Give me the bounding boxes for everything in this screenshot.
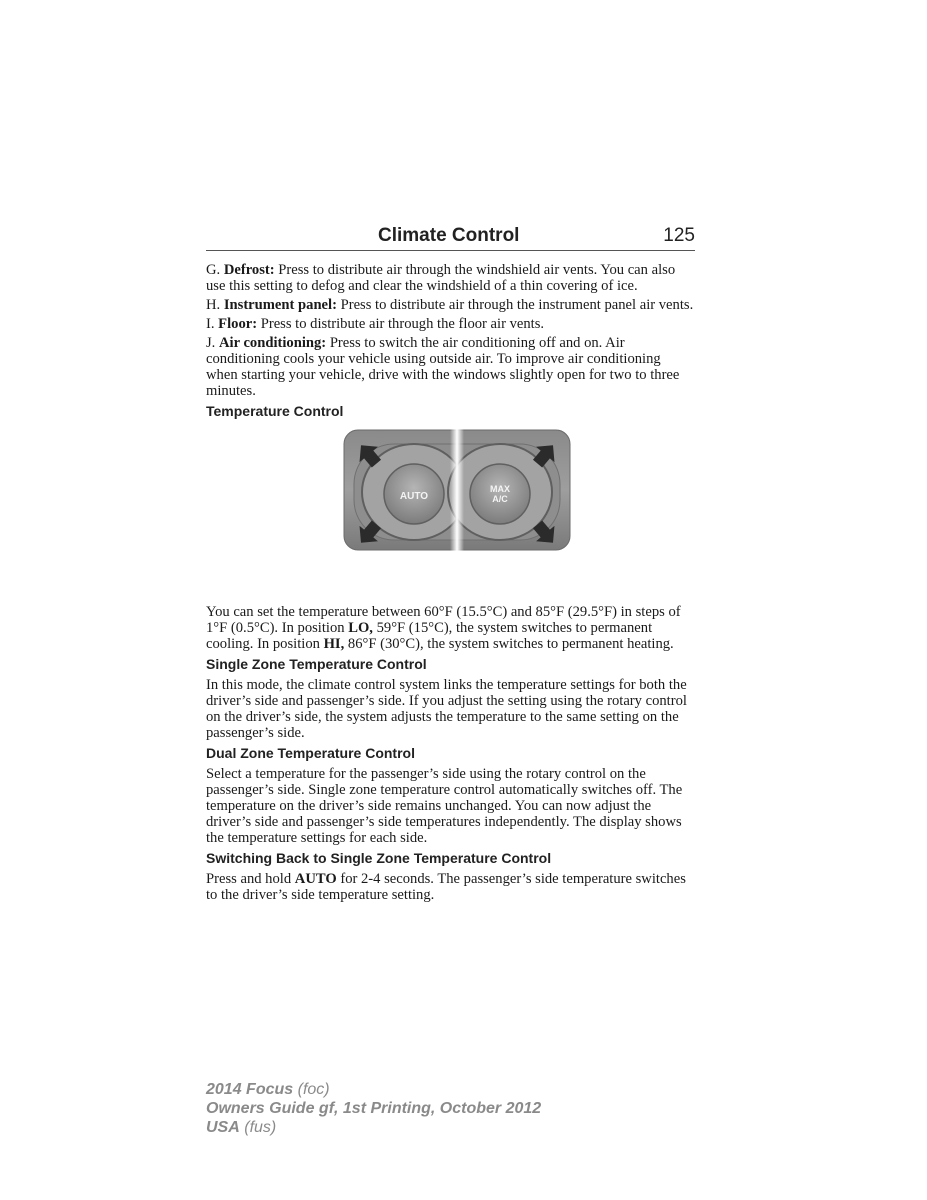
item-air-conditioning <box>206 335 695 399</box>
item-instrument-panel <box>206 297 695 313</box>
footer-model-code: (foc) <box>297 1081 330 1098</box>
temperature-control-figure <box>206 426 695 596</box>
panel-divider <box>450 426 464 556</box>
text-part: 86°F (30°C), the system switches to permanent heating. <box>344 636 674 652</box>
text-part: Press and hold <box>206 871 295 887</box>
dual-zone-text: Select a temperature for the passenger’s side using the rotary control on the passenger’s side. Single zone temperature control automatically switches off. The temperature on the driver’s side remains unchanged. You can now adjust the driver’s side and passenger’s side temperatures independently. The display shows the temperature settings for each side. <box>206 766 683 846</box>
text-part: 59°F (15°C), the system switches to permanent cooling. In position <box>206 620 653 652</box>
footer-region-code: (fus) <box>244 1119 277 1136</box>
item-term: Air conditioning: <box>218 335 327 351</box>
item-prefix: I. <box>206 316 219 332</box>
text-part: for 2-4 seconds. The passenger’s side temperature switches to the driver’s side temperature setting. <box>206 871 686 903</box>
lo-term: LO, <box>348 620 373 636</box>
auto-term: AUTO <box>294 871 337 887</box>
single-zone-text: In this mode, the climate control system links the temperature settings for both the driver’s side and passenger’s side. If you adjust the setting using the rotary control on the driver’s side, the system adjusts the temperature to the same setting on the passenger’s side. <box>206 677 687 741</box>
page-header <box>206 224 695 251</box>
page-title: Climate Control <box>378 225 520 246</box>
item-text: Press to distribute air through the windshield air vents. You can also use this setting to defog and clear the windshield of a thin covering of ice. <box>206 262 676 294</box>
heading-single-zone: Single Zone Temperature Control <box>206 656 427 672</box>
item-prefix: H. <box>206 297 224 313</box>
switch-back-text <box>206 871 695 903</box>
climate-panel-illustration <box>340 426 574 556</box>
item-prefix: G. <box>206 262 224 278</box>
hi-term: HI, <box>323 636 345 652</box>
item-prefix: J. <box>206 335 219 351</box>
text-part: You can set the temperature between 60°F (15.5°C) and 85°F (29.5°F) in steps of 1°F (0.5°C). In position <box>206 604 681 636</box>
heading-dual-zone: Dual Zone Temperature Control <box>206 745 415 761</box>
page-number: 125 <box>663 225 695 246</box>
item-defrost <box>206 262 695 294</box>
footer-model-line <box>206 1080 706 1099</box>
max-button-label: MAX <box>490 484 510 494</box>
item-text: Press to distribute air through the instrument panel air vents. <box>336 297 694 313</box>
item-term: Floor: <box>218 316 258 332</box>
heading-switch-back: Switching Back to Single Zone Temperature Control <box>206 850 552 866</box>
temperature-range-text <box>206 604 695 652</box>
footer-region-line <box>206 1118 706 1137</box>
ac-button-label: A/C <box>492 494 508 504</box>
item-floor <box>206 316 695 332</box>
page-footer <box>206 1080 706 1137</box>
item-term: Defrost: <box>223 262 275 278</box>
heading-temperature-control: Temperature Control <box>206 403 344 419</box>
auto-button-label: AUTO <box>399 491 429 502</box>
item-term: Instrument panel: <box>223 297 337 313</box>
item-text: Press to distribute air through the floor air vents. <box>257 316 545 332</box>
footer-region: USA <box>206 1119 240 1136</box>
footer-model: 2014 Focus <box>206 1081 294 1098</box>
footer-guide: Owners Guide gf, 1st Printing, October 2012 <box>206 1100 542 1117</box>
item-text: Press to switch the air conditioning off and on. Air conditioning cools your vehicle using outside air. To improve air conditioning when starting your vehicle, drive with the windows slightly open for two to three minutes. <box>206 335 680 399</box>
page-content <box>206 262 695 906</box>
